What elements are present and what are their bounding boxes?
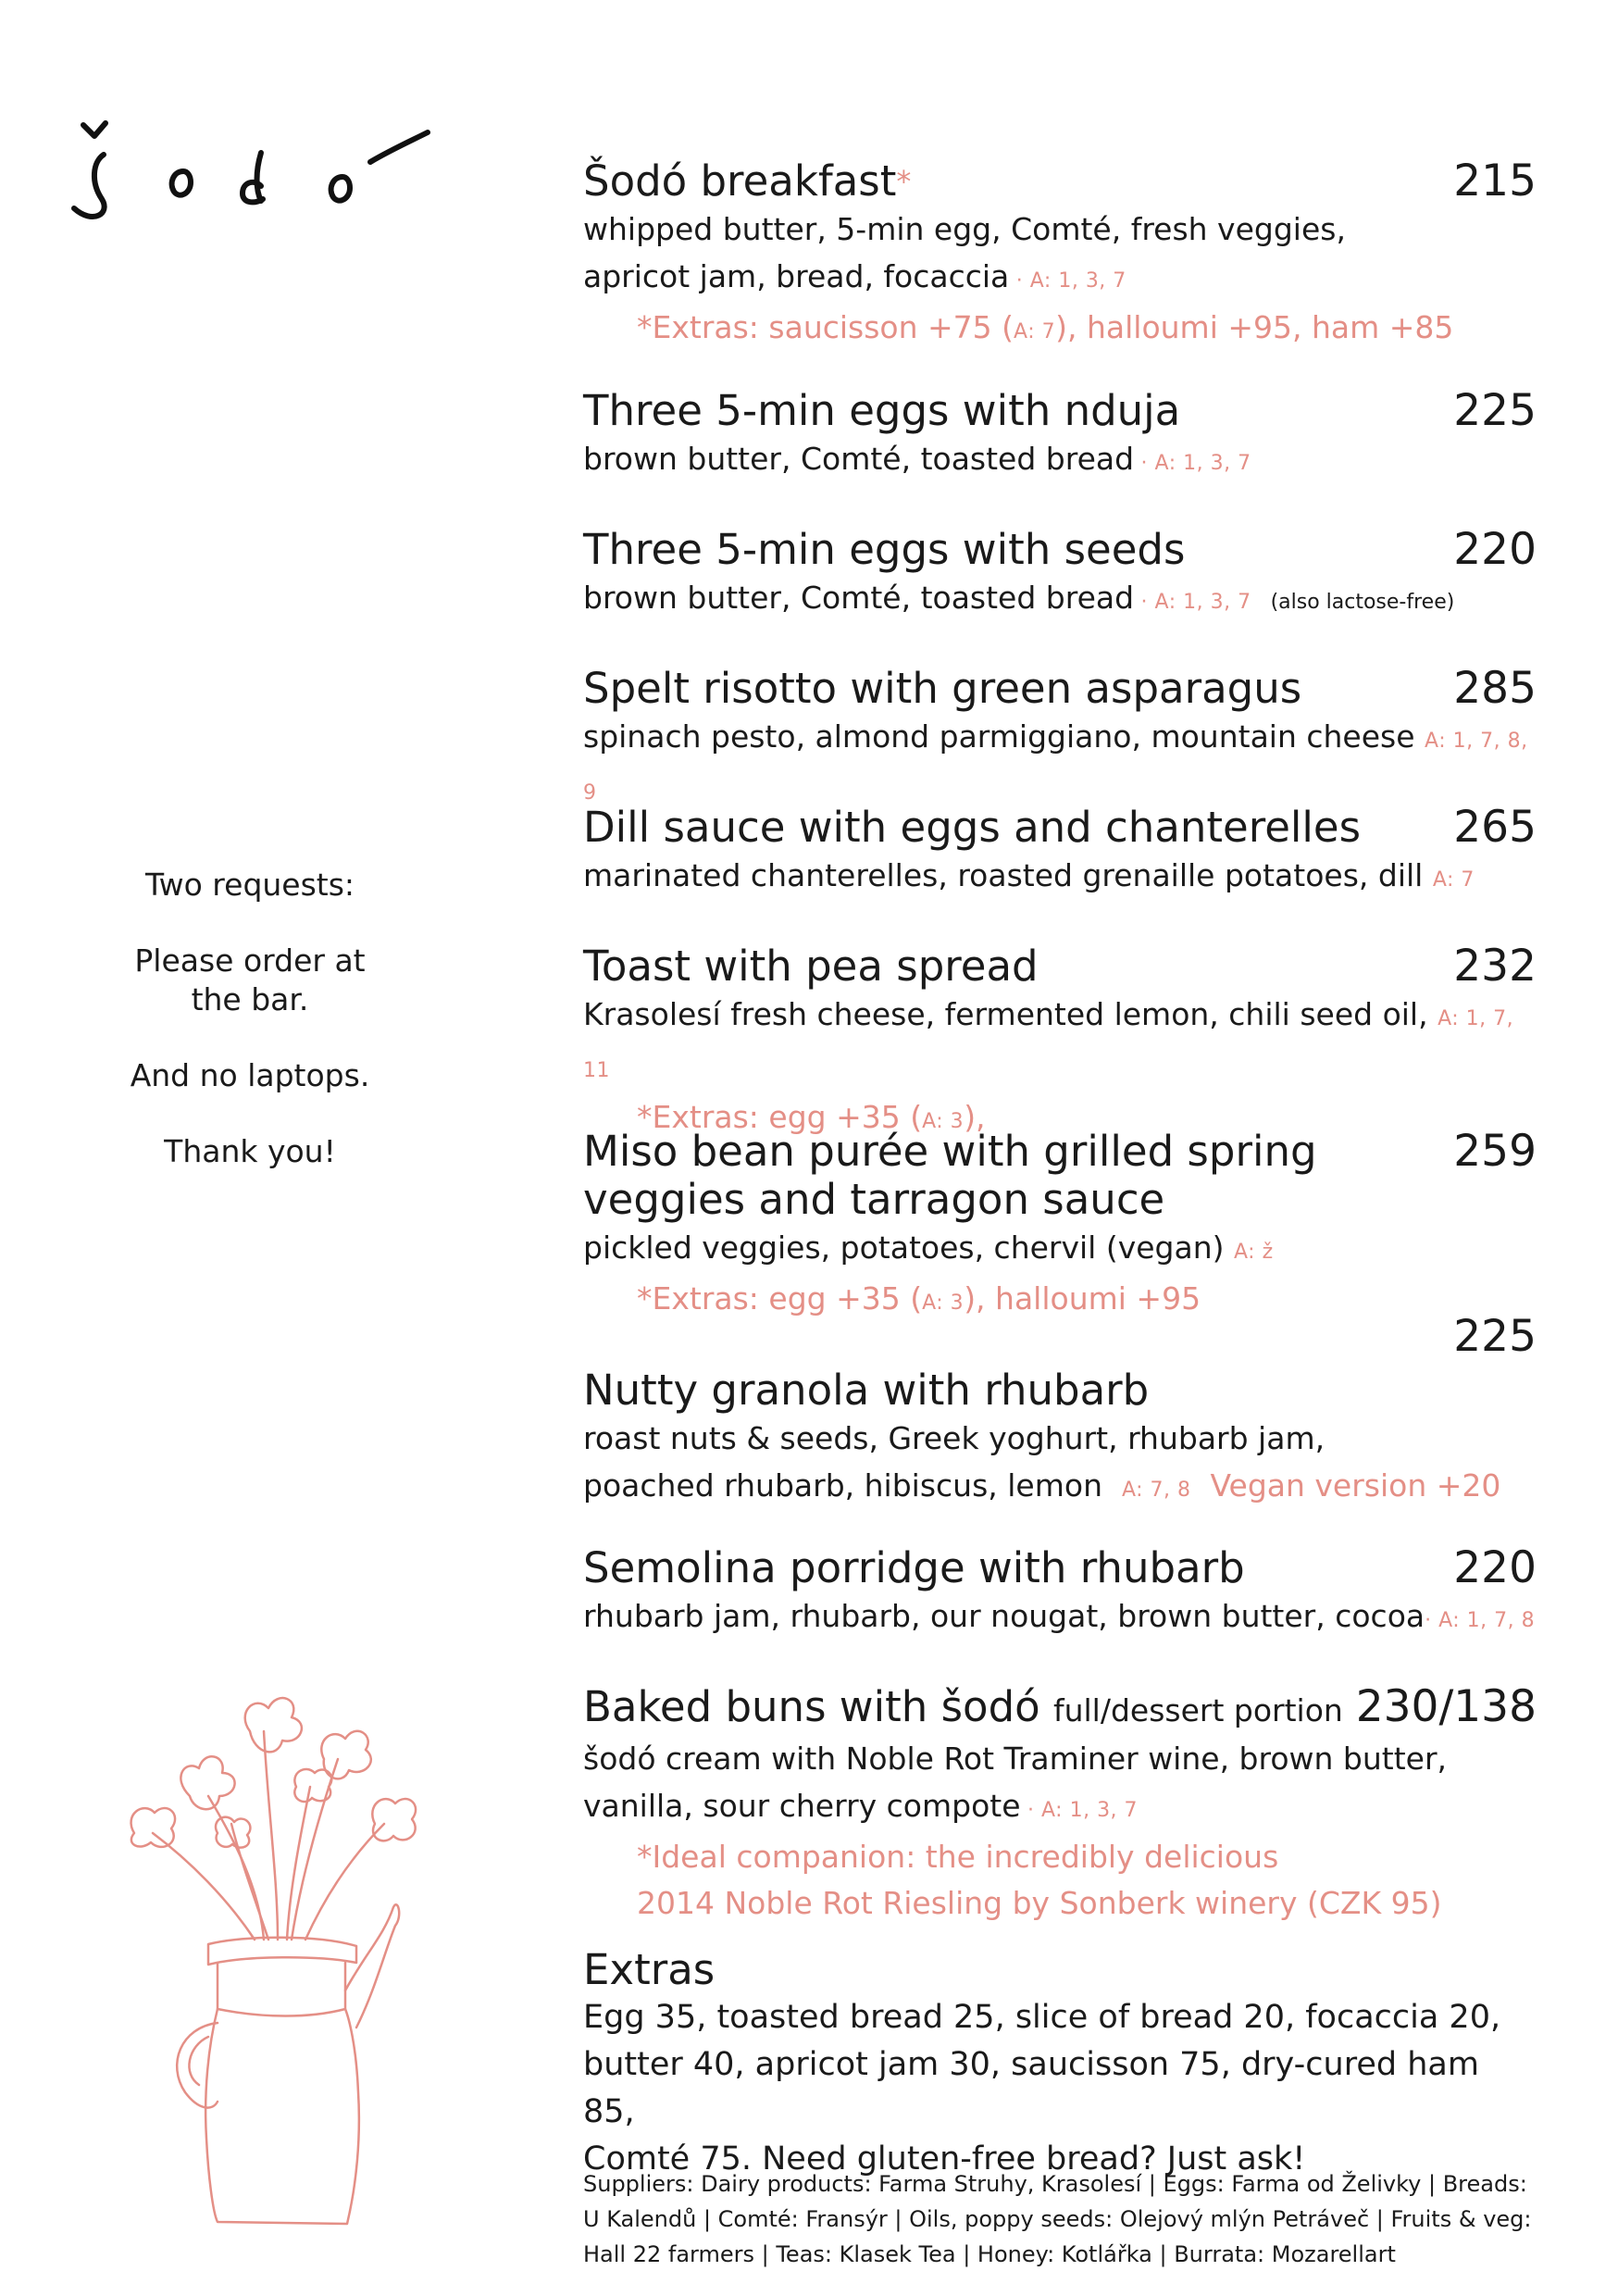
extras-line: butter 40, apricot jam 30, saucisson 75, dry-cured ham 85, — [583, 2046, 1479, 2130]
sodo-logo — [65, 106, 435, 227]
item-price: 259 — [1453, 1126, 1537, 1177]
item-price: 225 — [1453, 1311, 1537, 1362]
item-desc: whipped butter, 5-min egg, Comté, fresh veggies, — [583, 211, 1346, 247]
item-pairing-2: 2014 Noble Rot Riesling by Sonberk winery (CZK 95) — [637, 1885, 1442, 1921]
flower-vase-illustration — [79, 1657, 477, 2231]
allergens: A: 1, 7, 8, 9 — [583, 730, 1528, 805]
item-title: Three 5-min eggs with seeds — [583, 525, 1186, 574]
extras-line: Comté 75. Need gluten-free bread? Just ask! — [583, 2140, 1306, 2177]
allergens: A: 7 — [1432, 868, 1475, 892]
item-title: Semolina porridge with rhubarb — [583, 1543, 1245, 1592]
suppliers-line: U Kalendů | Comté: Fransýr | Oils, poppy seeds: Olejový mlýn Petráveč | Fruits & veg: — [583, 2206, 1532, 2232]
item-desc-2: poached rhubarb, hibiscus, lemon A: 7, 8 Vegan version +20 — [583, 1467, 1501, 1504]
item-title: Miso bean purée with grilled spring veggies and tarragon sauce — [583, 1127, 1317, 1224]
note-thanks: Thank you! — [164, 1133, 336, 1169]
item-desc: brown butter, Comté, toasted bread · A: 1, 3, 7 (also lactose-free) — [583, 580, 1455, 616]
note-requests: Two requests: — [144, 867, 355, 903]
item-title: Šodó breakfast* — [583, 156, 912, 206]
item-pairing: *Ideal companion: the incredibly delicious — [637, 1839, 1279, 1875]
menu-item-spelt-risotto — [583, 665, 1537, 817]
item-desc: rhubarb jam, rhubarb, our nougat, brown butter, cocoa· A: 1, 7, 8 — [583, 1598, 1536, 1634]
menu-item-miso-bean — [583, 1128, 1537, 1327]
menu-item-baked-buns — [583, 1683, 1537, 1927]
item-price: 220 — [1453, 524, 1537, 575]
item-desc: Krasolesí fresh cheese, fermented lemon, chili seed oil, A: 1, 7, 11 — [583, 996, 1514, 1082]
item-desc: spinach pesto, almond parmiggiano, mountain cheese A: 1, 7, 8, 9 — [583, 718, 1528, 805]
allergens: · A: 1, 3, 7 — [1009, 269, 1126, 293]
item-price: 230/138 — [1355, 1681, 1537, 1732]
note-order: Please order at the bar. — [134, 942, 366, 1017]
item-title: Baked buns with šodó full/dessert portion — [583, 1682, 1343, 1731]
menu-item-dill-sauce — [583, 804, 1537, 904]
menu-item-pea-toast — [583, 942, 1537, 1145]
menu-item-eggs-seeds — [583, 526, 1537, 626]
allergens: · A: 1, 3, 7 — [1020, 1799, 1139, 1822]
portion-note: full/dessert portion — [1052, 1692, 1343, 1728]
menu-item-semolina — [583, 1544, 1537, 1644]
menu-item-sodo-breakfast — [583, 157, 1537, 356]
item-title: Spelt risotto with green asparagus — [583, 664, 1302, 713]
item-desc: pickled veggies, potatoes, chervil (vegan) A: ž — [583, 1229, 1274, 1266]
item-price: 220 — [1453, 1542, 1537, 1593]
item-title: Nutty granola with rhubarb — [583, 1366, 1150, 1415]
allergens: · A: 1, 3, 7 — [1134, 591, 1251, 614]
item-price: 285 — [1453, 663, 1537, 714]
suppliers-line: Suppliers: Dairy products: Farma Struhy, Krasolesí | Eggs: Farma od Želivky | Breads: — [583, 2171, 1527, 2197]
item-desc: marinated chanterelles, roasted grenaille potatoes, dill A: 7 — [583, 857, 1475, 893]
suppliers-footer — [583, 2166, 1537, 2272]
item-desc-2: vanilla, sour cherry compote · A: 1, 3, 7 — [583, 1788, 1139, 1824]
item-price: 232 — [1453, 941, 1537, 992]
asterisk: * — [896, 164, 912, 199]
item-desc: brown butter, Comté, toasted bread · A: 1, 3, 7 — [583, 441, 1251, 477]
item-desc-2: apricot jam, bread, focaccia · A: 1, 3, 7 — [583, 258, 1126, 294]
menu-item-granola — [583, 1313, 1537, 1514]
item-price: 265 — [1453, 802, 1537, 853]
item-title: Three 5-min eggs with nduja — [583, 386, 1181, 435]
vegan-option: Vegan version +20 — [1210, 1467, 1501, 1504]
item-price: 215 — [1453, 156, 1537, 206]
item-note: (also lactose-free) — [1270, 591, 1455, 614]
sidebar-notes — [93, 866, 407, 1208]
extras-section — [583, 1946, 1537, 2183]
suppliers-line: Hall 22 farmers | Teas: Klasek Tea | Honey: Kotlářka | Burrata: Mozarellart — [583, 2241, 1396, 2267]
menu-item-eggs-nduja — [583, 387, 1537, 487]
item-desc: šodó cream with Noble Rot Traminer wine, brown butter, — [583, 1741, 1448, 1777]
item-title: Toast with pea spread — [583, 942, 1039, 991]
allergens: A: 1, 7, 11 — [583, 1007, 1514, 1082]
note-laptops: And no laptops. — [130, 1057, 370, 1093]
extras-title: Extras — [583, 1945, 716, 1994]
item-price: 225 — [1453, 385, 1537, 436]
item-extras: *Extras: saucisson +75 (A: 7), halloumi +95, ham +85 — [637, 309, 1454, 345]
item-extras: *Extras: egg +35 (A: 3), — [637, 1099, 986, 1135]
item-desc: roast nuts & seeds, Greek yoghurt, rhubarb jam, — [583, 1420, 1326, 1456]
extras-line: Egg 35, toasted bread 25, slice of bread 20, focaccia 20, — [583, 1999, 1501, 2036]
item-extras: *Extras: egg +35 (A: 3), halloumi +95 — [637, 1280, 1201, 1316]
allergens: A: ž — [1234, 1241, 1274, 1264]
allergens: · A: 1, 3, 7 — [1134, 452, 1251, 475]
item-title: Dill sauce with eggs and chanterelles — [583, 803, 1362, 852]
allergens: · A: 1, 7, 8 — [1425, 1609, 1536, 1632]
allergens: A: 7, 8 — [1121, 1479, 1191, 1502]
